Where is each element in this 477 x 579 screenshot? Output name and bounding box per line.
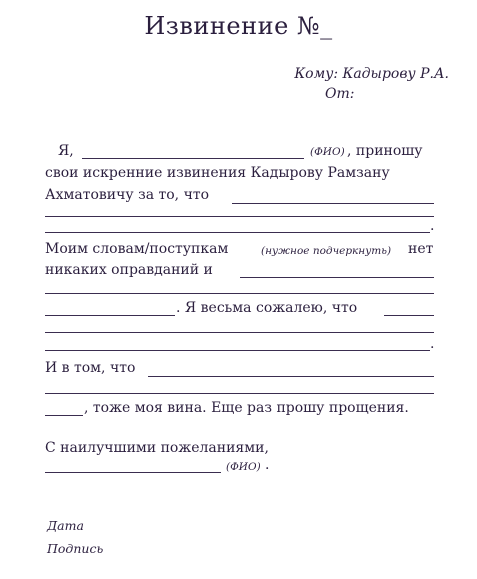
regret-blank-2[interactable] [45, 332, 434, 333]
name-blank[interactable] [82, 158, 304, 159]
underline-hint: (нужное подчеркнуть) [261, 245, 392, 257]
excuse-blank-3[interactable] [45, 315, 175, 316]
prinoshu-text: , приношу [347, 143, 423, 159]
closing-name-blank[interactable] [45, 472, 221, 473]
regret-end-dot: . [430, 336, 435, 352]
excuse-blank-2[interactable] [45, 293, 434, 294]
opravdaniy-text: никаких оправданий и [45, 262, 213, 278]
net-text: нет [408, 241, 434, 257]
reason-blank-2[interactable] [45, 216, 434, 217]
wishes-text: С наилучшими пожеланиями, [45, 440, 269, 456]
fault-blank-1[interactable] [148, 376, 434, 377]
excuse-blank-1[interactable] [240, 277, 434, 278]
sender-label: От: [325, 86, 355, 102]
fault-blank-2[interactable] [45, 393, 434, 394]
date-label: Дата [47, 518, 84, 533]
tozhe-text: , тоже моя вина. Еще раз прошу прощения. [84, 400, 409, 416]
apology-line-2: свои искренние извинения Кадырову Рамзану [45, 165, 390, 181]
regret-blank-1[interactable] [384, 315, 434, 316]
reason-end-dot: . [430, 218, 435, 234]
form-title: Извинение №_ [144, 12, 333, 40]
reason-blank-1[interactable] [232, 203, 434, 204]
recipient-label: Кому: Кадырову Р.А. [294, 66, 449, 82]
ya-text: Я, [58, 143, 74, 159]
moim-text: Моим словам/поступкам [45, 241, 229, 257]
fio-hint: (ФИО) [310, 146, 345, 158]
reason-blank-3[interactable] [45, 232, 430, 233]
signature-label: Подпись [47, 541, 104, 556]
regret-blank-3[interactable] [45, 350, 430, 351]
closing-dot: . [265, 457, 270, 473]
closing-fio-hint: (ФИО) [226, 461, 261, 473]
i-v-tom-text: И в том, что [45, 360, 136, 376]
apology-line-3: Ахматовичу за то, что [45, 187, 210, 203]
fault-blank-3[interactable] [45, 415, 83, 416]
sozhaleyu-text: . Я весьма сожалею, что [176, 300, 358, 316]
